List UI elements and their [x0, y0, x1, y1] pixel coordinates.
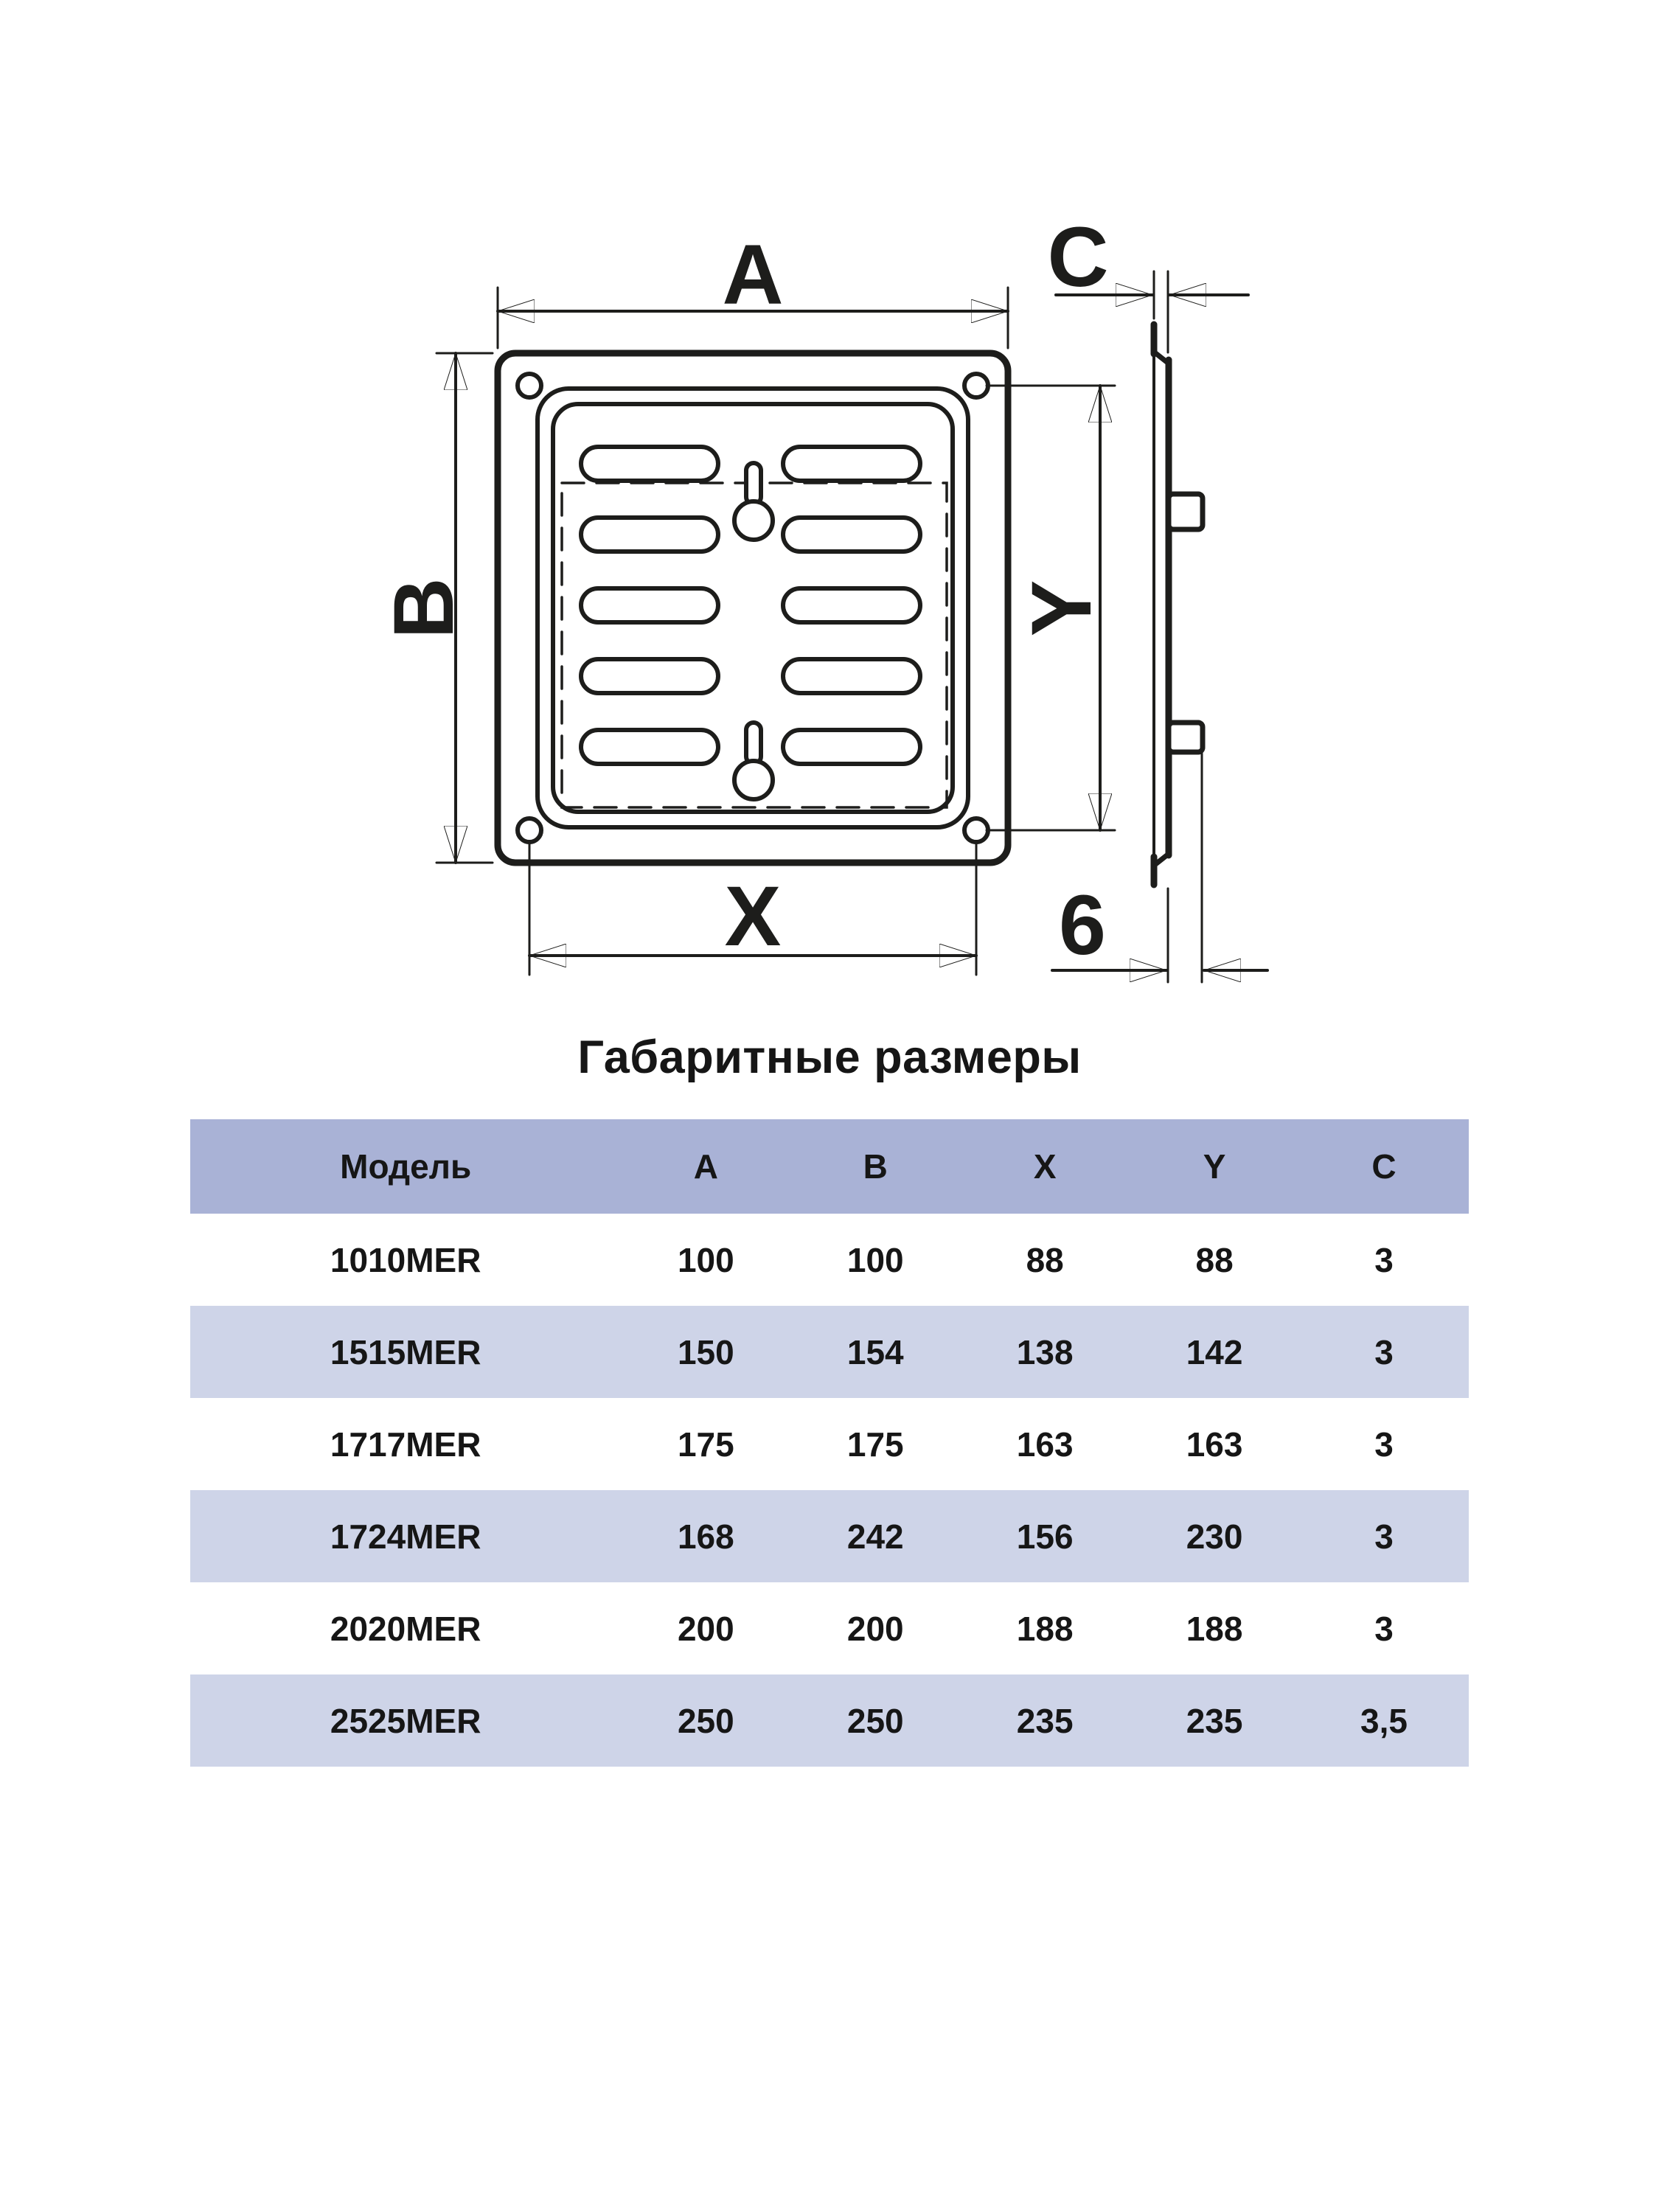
table-row: [190, 1674, 1469, 1767]
value-cell: 188: [1016, 1609, 1074, 1648]
dim-label-x: X: [724, 869, 782, 964]
mounting-tab-top: [1169, 494, 1203, 529]
value-cell: 88: [1026, 1240, 1064, 1279]
dimension-c: [1047, 210, 1248, 352]
value-cell: 230: [1186, 1517, 1243, 1556]
dim-label-b: B: [377, 577, 471, 639]
table-row: [190, 1398, 1469, 1490]
table-header-row: [190, 1119, 1469, 1214]
model-cell: 1515MER: [330, 1332, 481, 1371]
dim-label-y: Y: [1015, 580, 1109, 637]
value-cell: 200: [677, 1609, 734, 1648]
value-cell: 100: [677, 1240, 734, 1279]
dimension-b: [377, 353, 493, 863]
value-cell: 3: [1374, 1332, 1394, 1371]
value-cell: 3,5: [1360, 1701, 1408, 1740]
value-cell: 3: [1374, 1609, 1394, 1648]
table-row: [190, 1214, 1469, 1306]
col-header-b: B: [863, 1147, 888, 1186]
table-row: [190, 1490, 1469, 1582]
col-header-model: Модель: [340, 1147, 472, 1186]
model-cell: 2525MER: [330, 1701, 481, 1740]
col-header-a: A: [693, 1147, 718, 1186]
value-cell: 250: [846, 1701, 904, 1740]
model-cell: 1010MER: [330, 1240, 481, 1279]
value-cell: 88: [1195, 1240, 1234, 1279]
value-cell: 163: [1186, 1425, 1243, 1464]
value-cell: 250: [677, 1701, 734, 1740]
col-header-c: C: [1371, 1147, 1397, 1186]
model-cell: 2020MER: [330, 1609, 481, 1648]
model-cell: 1717MER: [330, 1425, 481, 1464]
value-cell: 3: [1374, 1240, 1394, 1279]
table-row: [190, 1582, 1469, 1674]
value-cell: 175: [846, 1425, 904, 1464]
side-view: [1154, 324, 1203, 885]
value-cell: 138: [1016, 1332, 1074, 1371]
section-title: Габаритные размеры: [577, 1032, 1082, 1083]
value-cell: 3: [1374, 1425, 1394, 1464]
dim-label-tab-depth: 6: [1059, 878, 1106, 973]
dimension-tab-depth: [1052, 754, 1267, 982]
col-header-y: Y: [1203, 1147, 1226, 1186]
dim-label-a: A: [722, 228, 784, 322]
value-cell: 142: [1186, 1332, 1243, 1371]
value-cell: 156: [1016, 1517, 1074, 1556]
value-cell: 154: [846, 1332, 904, 1371]
grille-dimensional-drawing: [0, 0, 1659, 1069]
value-cell: 3: [1374, 1517, 1394, 1556]
value-cell: 150: [677, 1332, 734, 1371]
value-cell: 175: [677, 1425, 734, 1464]
value-cell: 242: [846, 1517, 904, 1556]
value-cell: 100: [846, 1240, 904, 1279]
dimensions-table: [190, 1119, 1469, 1767]
dim-label-c: C: [1047, 210, 1109, 305]
value-cell: 188: [1186, 1609, 1243, 1648]
model-cell: 1724MER: [330, 1517, 481, 1556]
value-cell: 235: [1016, 1701, 1074, 1740]
dimension-a: [498, 228, 1008, 348]
front-view: [498, 353, 1008, 863]
col-header-x: X: [1033, 1147, 1057, 1186]
value-cell: 200: [846, 1609, 904, 1648]
mounting-tab-bottom: [1169, 723, 1203, 752]
value-cell: 235: [1186, 1701, 1243, 1740]
value-cell: 168: [677, 1517, 734, 1556]
table-row: [190, 1306, 1469, 1398]
value-cell: 163: [1016, 1425, 1074, 1464]
